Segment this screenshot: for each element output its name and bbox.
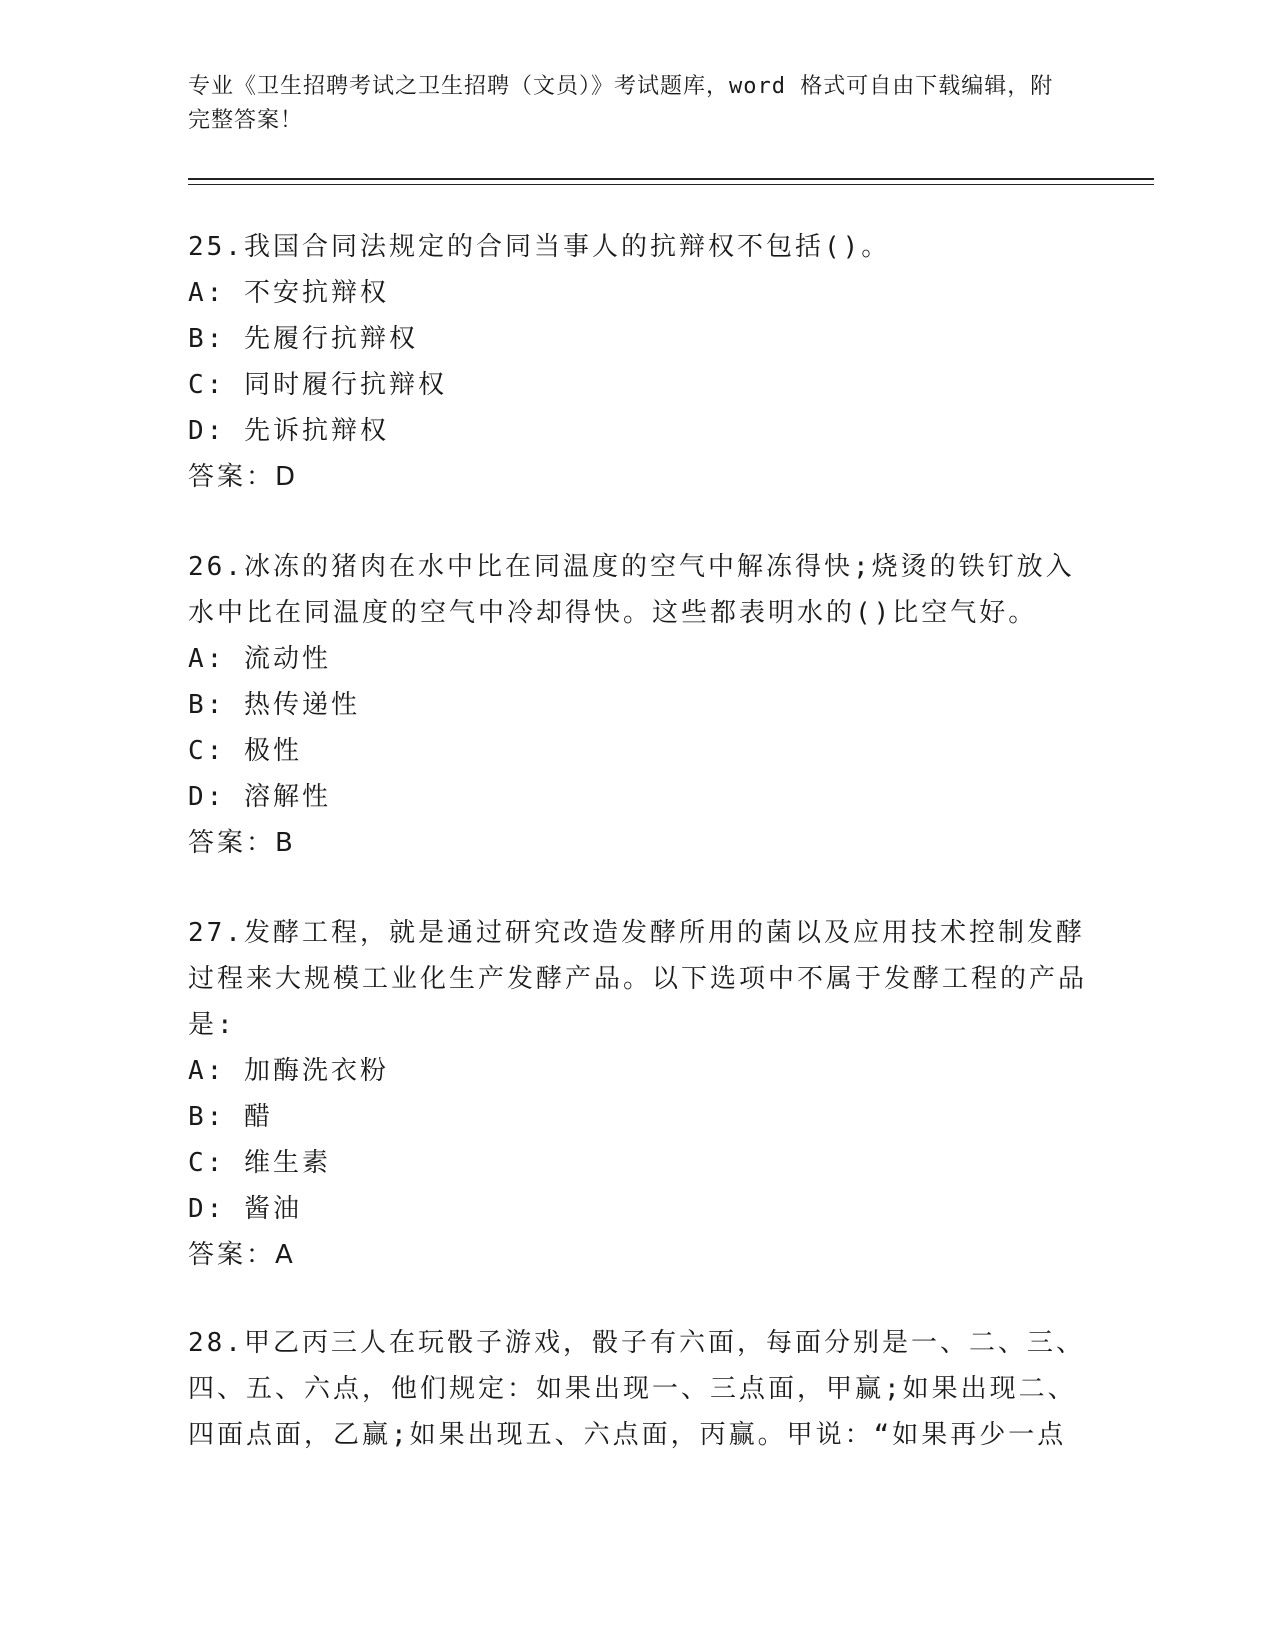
- option-c: C: 同时履行抗辩权: [188, 370, 447, 400]
- answer-line: 答案：A: [188, 1240, 296, 1270]
- answer-line: 答案：B: [188, 828, 296, 858]
- question-27: [188, 910, 1088, 1278]
- header-divider: [188, 178, 1154, 180]
- question-26: [188, 544, 1088, 866]
- document-intro: 专业《卫生招聘考试之卫生招聘（文员）》考试题库，word 格式可自由下载编辑，附完整答案！: [188, 74, 1054, 133]
- question-stem: 26.冰冻的猪肉在水中比在同温度的空气中解冻得快;烧烫的铁钉放入水中比在同温度的空气中冷却得快。这些都表明水的()比空气好。: [188, 552, 1075, 628]
- option-b: B: 醋: [188, 1102, 273, 1132]
- option-c: C: 极性: [188, 736, 302, 766]
- option-b: B: 先履行抗辩权: [188, 324, 418, 354]
- option-a: A: 流动性: [188, 644, 331, 674]
- question-28: [188, 1320, 1088, 1458]
- option-a: A: 加酶洗衣粉: [188, 1056, 389, 1086]
- question-25: [188, 224, 1088, 500]
- option-d: D: 溶解性: [188, 782, 331, 812]
- header-divider-thin: [188, 184, 1154, 185]
- option-d: D: 先诉抗辩权: [188, 416, 389, 446]
- answer-line: 答案：D: [188, 462, 299, 492]
- question-stem: 27.发酵工程，就是通过研究改造发酵所用的菌以及应用技术控制发酵过程来大规模工业化生产发酵产品。以下选项中不属于发酵工程的产品是:: [188, 918, 1088, 1040]
- option-c: C: 维生素: [188, 1148, 331, 1178]
- question-stem: 25.我国合同法规定的合同当事人的抗辩权不包括()。: [188, 232, 891, 262]
- question-stem: 28.甲乙丙三人在玩骰子游戏，骰子有六面，每面分别是一、二、三、四、五、六点，他们规定：如果出现一、三点面，甲赢;如果出现二、四面点面，乙赢;如果出现五、六点面，丙赢。甲说：“如果再少一点: [188, 1328, 1085, 1450]
- option-d: D: 酱油: [188, 1194, 302, 1224]
- option-b: B: 热传递性: [188, 690, 360, 720]
- option-a: A: 不安抗辩权: [188, 278, 389, 308]
